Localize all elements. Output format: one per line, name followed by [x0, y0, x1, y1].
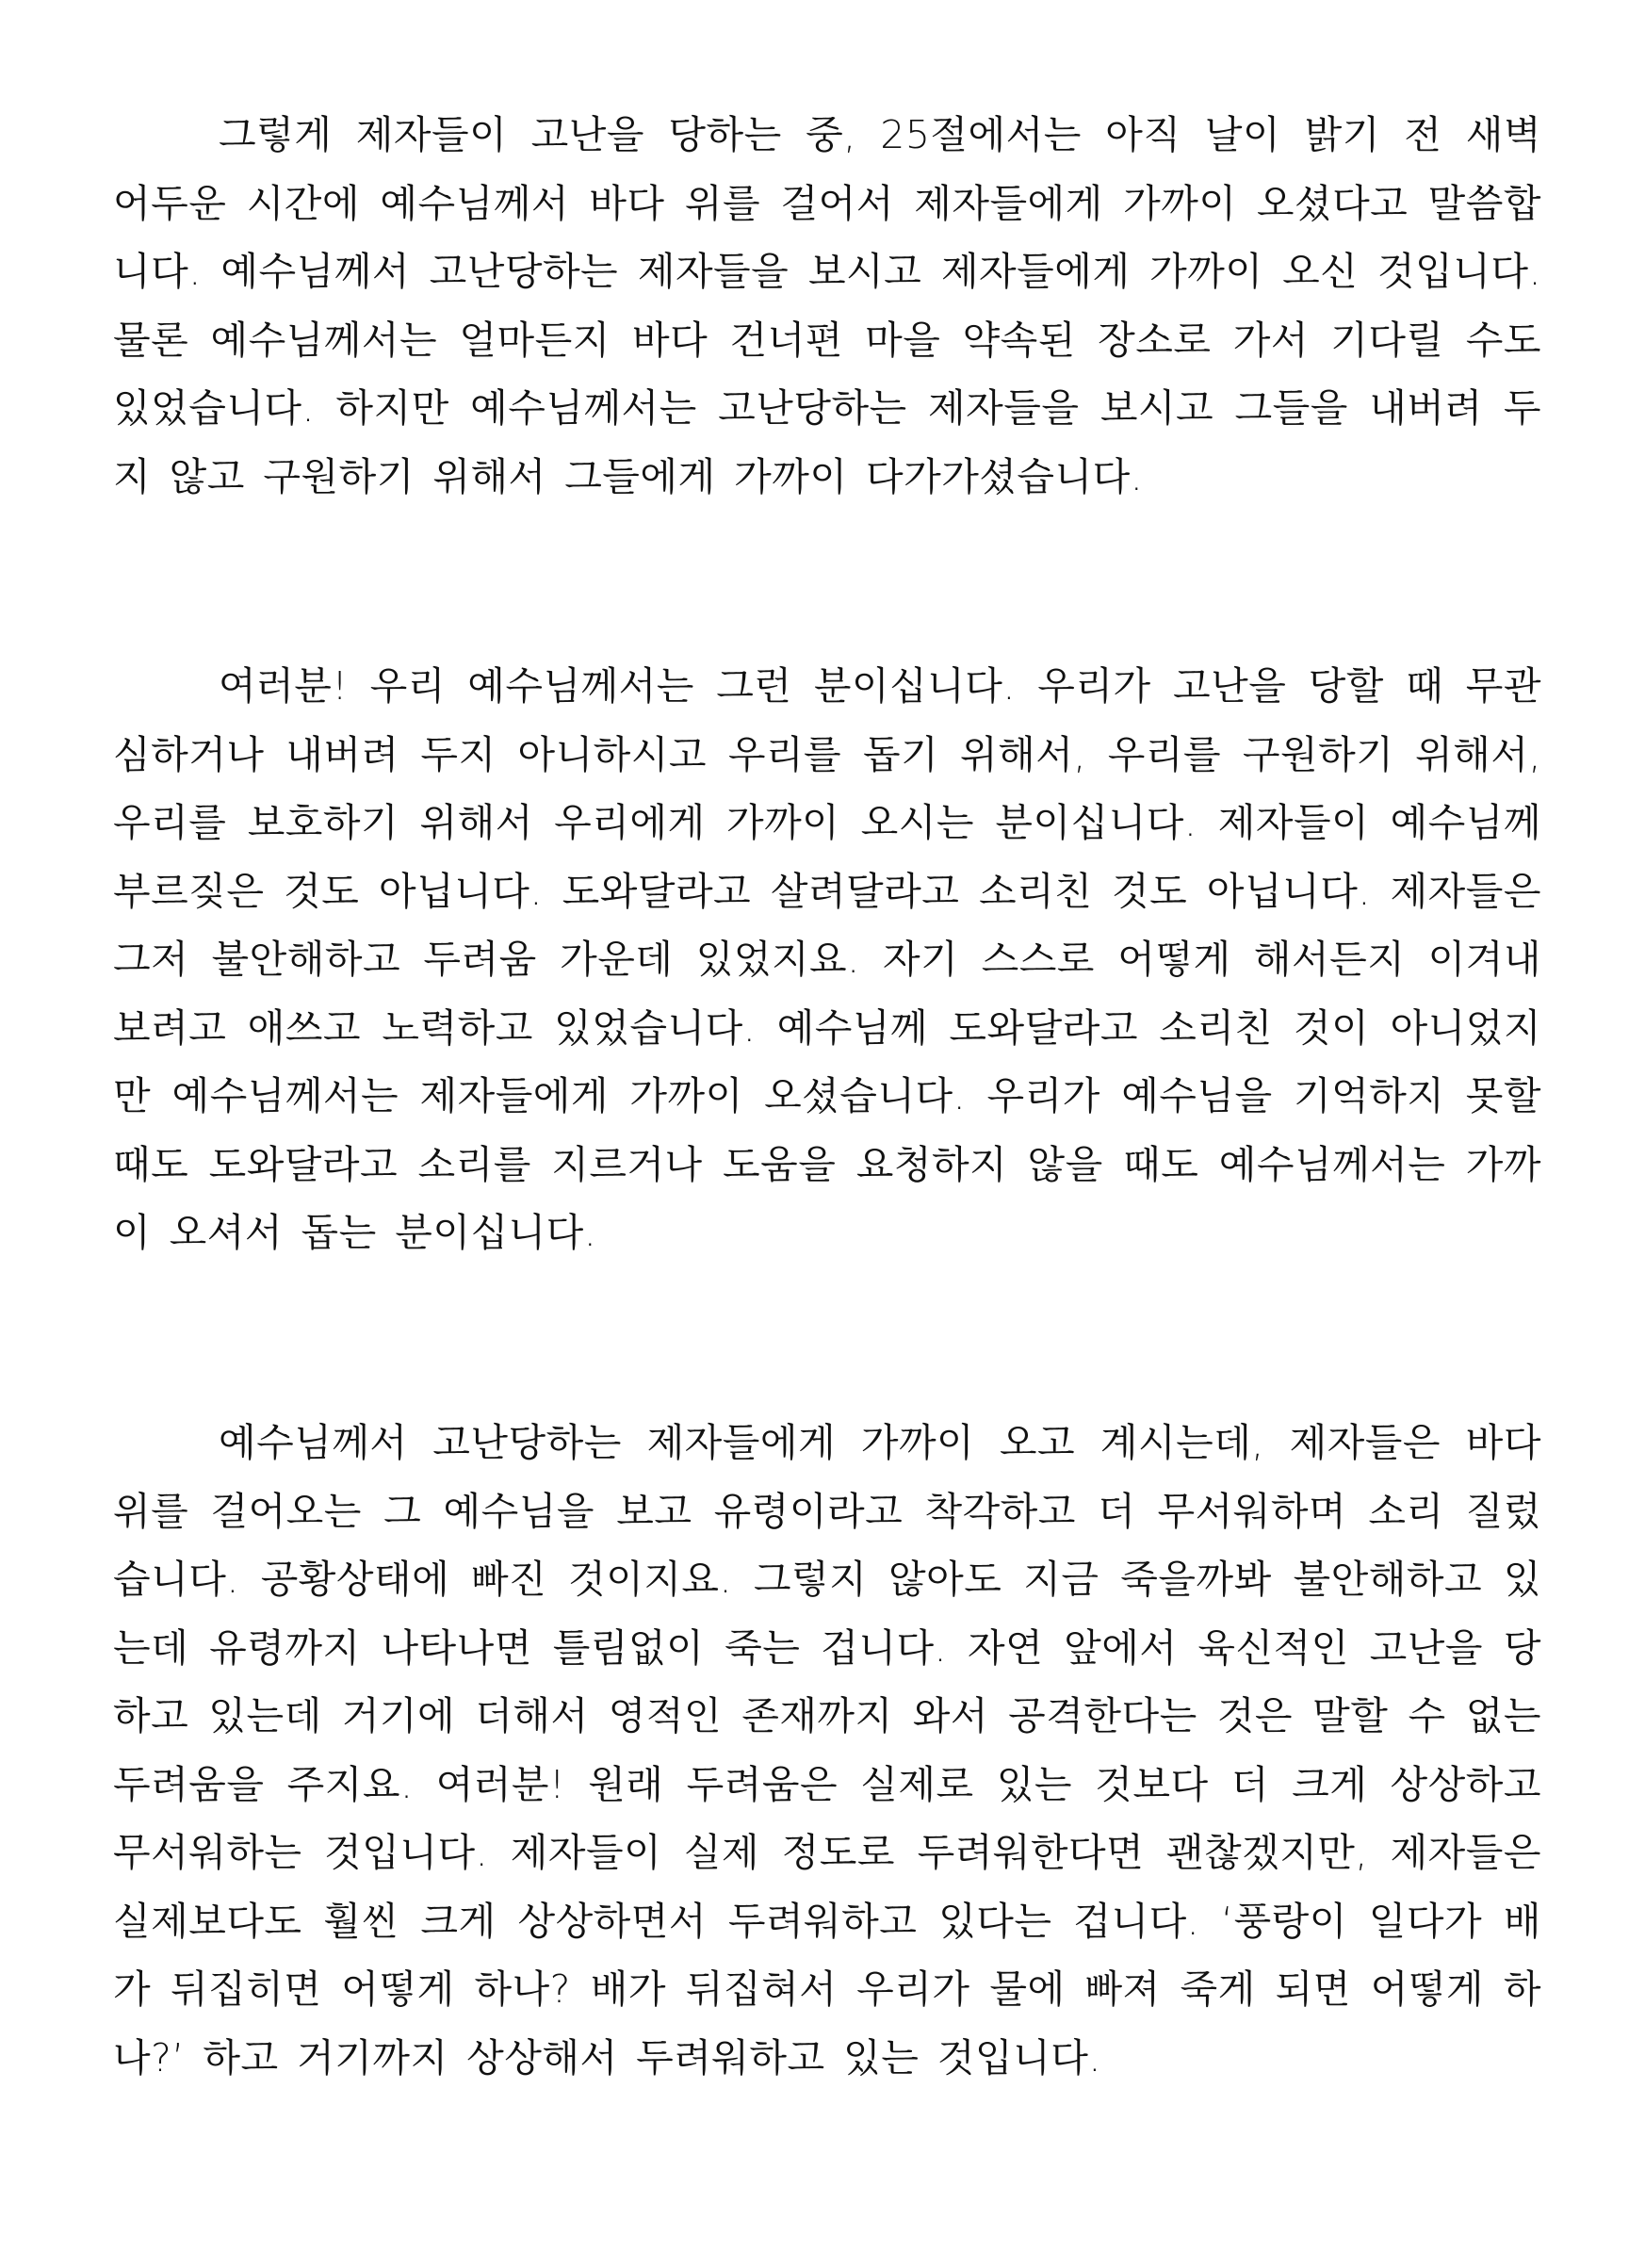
paragraph-2: 여러분! 우리 예수님께서는 그런 분이십니다. 우리가 고난을 당할 때 무관심하거나 내버려 두지 아니하시고 우리를 돕기 위해서, 우리를 구원하기 위해서, 우리를 보호하기 위해서 우리에게 가까이 오시는 분이십니다. 제자들이 예수님께 부르짖은 것도 아닙니다. 도와달라고 살려달라고 소리친 것도 아닙니다. 제자들은 그저 불안해하고 두려움 가운데 있었지요. 자기 스스로 어떻게 해서든지 이겨내 보려고 애쓰고 노력하고 있었습니다. 예수님께 도와달라고 소리친 것이 아니었지만 예수님께서는 제자들에게 가까이 오셨습니다. 우리가 예수님을 기억하지 못할 때도 도와달라고 소리를 지르거나 도움을 요청하지 않을 때도 예수님께서는 가까이 오셔서 돕는 분이십니다. — [113, 663, 1541, 1255]
paragraph-1: 그렇게 제자들이 고난을 당하는 중, 25절에서는 아직 날이 밝기 전 새벽 어두운 시간에 예수님께서 바다 위를 걸어서 제자들에게 가까이 오셨다고 말씀합니다. 예수님께서 고난당하는 제자들을 보시고 제자들에게 가까이 오신 것입니다. 물론 예수님께서는 얼마든지 바다 건너편 마을 약속된 장소로 가서 기다릴 수도 있었습니다. 하지만 예수님께서는 고난당하는 제자들을 보시고 그들을 내버려 두지 않고 구원하기 위해서 그들에게 가까이 다가가셨습니다. — [113, 112, 1541, 499]
paragraph-3: 예수님께서 고난당하는 제자들에게 가까이 오고 계시는데, 제자들은 바다 위를 걸어오는 그 예수님을 보고 유령이라고 착각하고 더 무서워하며 소리 질렀습니다. 공황상태에 빠진 것이지요. 그렇지 않아도 지금 죽을까봐 불안해하고 있는데 유령까지 나타나면 틀림없이 죽는 겁니다. 자연 앞에서 육신적인 고난을 당하고 있는데 거기에 더해서 영적인 존재까지 와서 공격한다는 것은 말할 수 없는 두려움을 주지요. 여러분! 원래 두려움은 실제로 있는 것보다 더 크게 상상하고 무서워하는 것입니다. 제자들이 실제 정도로 두려워한다면 괜찮겠지만, 제자들은 실제보다도 훨씬 크게 상상하면서 두려워하고 있다는 겁니다. ‘풍랑이 일다가 배가 뒤집히면 어떻게 하나? 배가 뒤집혀서 우리가 물에 빠져 죽게 되면 어떻게 하나?’ 하고 거기까지 상상해서 두려워하고 있는 것입니다. — [113, 1420, 1541, 2080]
